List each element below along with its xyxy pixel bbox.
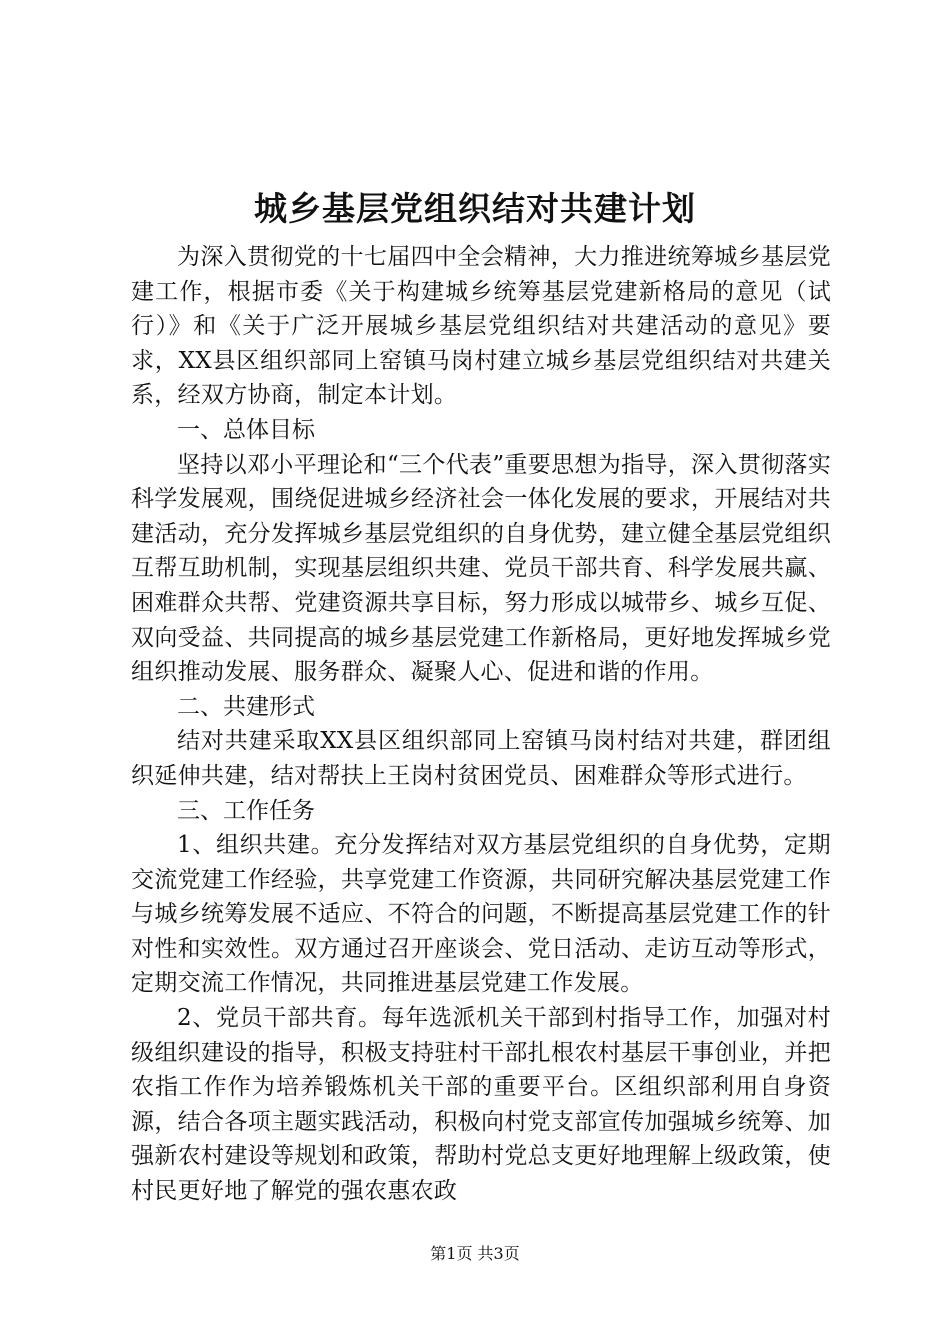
forms-paragraph: 结对共建采取XX县区组织部同上窑镇马岗村结对共建，群团组织延伸共建，结对帮扶上王岗村贫困党员、困难群众等形式进行。: [131, 728, 831, 789]
task-1-paragraph: 1、组织共建。充分发挥结对双方基层党组织的自身优势，定期交流党建工作经验，共享党建工作资源，共同研究解决基层党建工作与城乡统筹发展不适应、不符合的问题，不断提高基层党建工作的针对性和实效性。双方通过召开座谈会、党日活动、走访互动等形式，定期交流工作情况，共同推进基层党建工作发展。: [131, 832, 831, 997]
intro-paragraph: 为深入贯彻党的十七届四中全会精神，大力推进统筹城乡基层党建工作，根据市委《关于构建城乡统筹基层党建新格局的意见（试行）》和《关于广泛开展城乡基层党组织结对共建活动的意见》要求，XX县区组织部同上窑镇马岗村建立城乡基层党组织结对共建关系，经双方协商，制定本计划。: [131, 244, 831, 409]
section-heading-tasks: 三、工作任务: [177, 797, 315, 824]
goals-paragraph: 坚持以邓小平理论和“三个代表”重要思想为指导，深入贯彻落实科学发展观，围绕促进城乡经济社会一体化发展的要求，开展结对共建活动，充分发挥城乡基层党组织的自身优势，建立健全基层党组织互帮互助机制，实现基层组织共建、党员干部共育、科学发展共赢、困难群众共帮、党建资源共享目标，努力形成以城带乡、城乡互促、双向受益、共同提高的城乡基层党建工作新格局，更好地发挥城乡党组织推动发展、服务群众、凝聚人心、促进和谐的作用。: [131, 451, 831, 686]
task-2-paragraph: 2、党员干部共育。每年选派机关干部到村指导工作，加强对村级组织建设的指导，积极支持驻村干部扎根农村基层干事创业，并把农指工作作为培养锻炼机关干部的重要平台。区组织部利用自身资源，结合各项主题实践活动，积极向村党支部宣传加强城乡统筹、加强新农村建设等规划和政策，帮助村党总支更好地理解上级政策，使村民更好地了解党的强农惠农政: [131, 1005, 831, 1205]
page-number-footer: 第1页 共3页: [430, 1244, 520, 1263]
section-heading-forms: 二、共建形式: [177, 693, 315, 720]
document-title: 城乡基层党组织结对共建计划: [254, 189, 696, 228]
section-heading-goals: 一、总体目标: [177, 416, 315, 443]
document-body: [131, 240, 831, 1209]
